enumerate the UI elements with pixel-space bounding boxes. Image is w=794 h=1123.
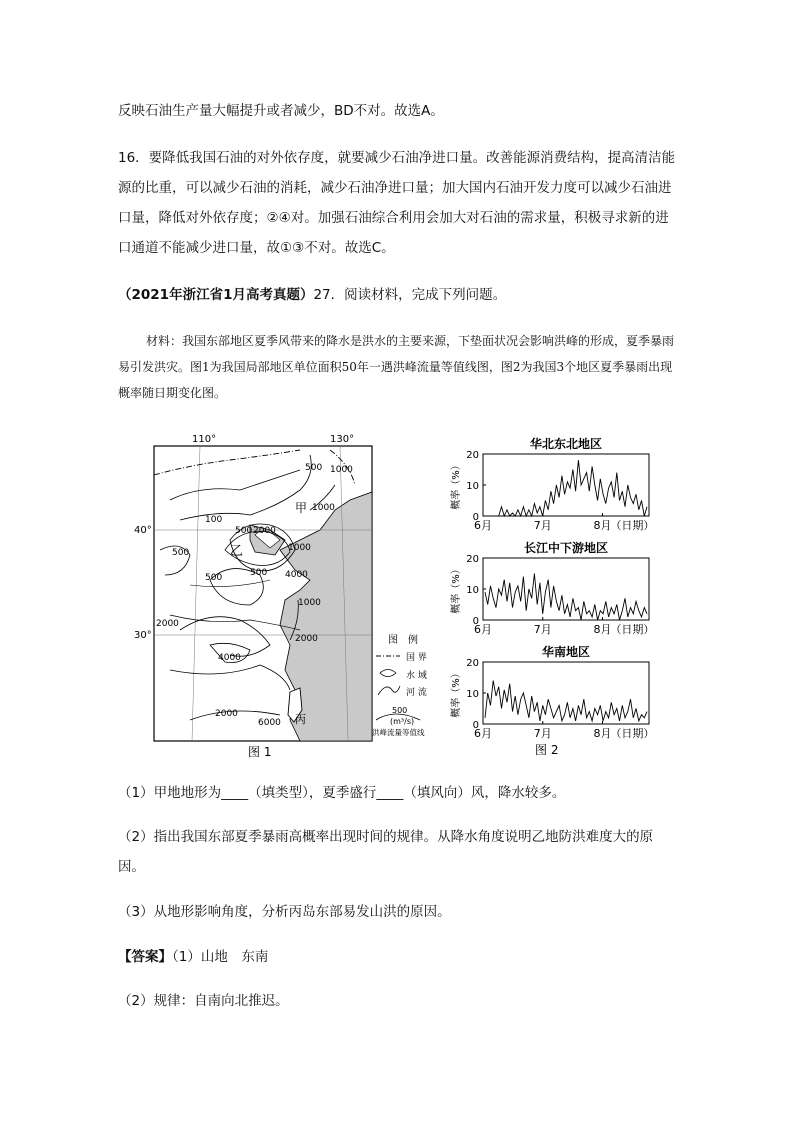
contour-label: 4000 bbox=[285, 570, 308, 580]
contour-label: 1000 bbox=[298, 598, 321, 608]
chart-frame bbox=[483, 454, 649, 516]
question-27-source: （2021年浙江省1月高考真题） bbox=[118, 287, 314, 303]
legend-contour-name: 洪峰流量等值线 bbox=[372, 728, 425, 737]
x-tick-label: 8月 bbox=[593, 727, 612, 740]
x-tick-label: 6月 bbox=[474, 519, 492, 532]
contour-label: 1000 bbox=[330, 465, 353, 475]
chart-panel-0 bbox=[449, 436, 654, 532]
figure-2-charts bbox=[445, 432, 665, 758]
contour-label: 500 bbox=[205, 573, 223, 583]
series-line bbox=[485, 681, 647, 721]
question-27-1: （1）甲地地形为____（填类型），夏季盛行____（填风向）风，降水较多。 bbox=[118, 785, 566, 801]
contour-label: 4000 bbox=[218, 653, 241, 663]
answer-27-1 bbox=[118, 942, 678, 972]
question-27-3: （3）从地形影响角度，分析丙岛东部易发山洪的原因。 bbox=[118, 904, 451, 920]
figure-1-caption: 图 1 bbox=[248, 745, 272, 759]
place-label-yi: 乙 bbox=[230, 544, 244, 559]
lat-label-40: 40° bbox=[134, 525, 152, 536]
x-axis-label: （日期） bbox=[610, 727, 655, 740]
y-tick-label: 0 bbox=[472, 616, 479, 627]
lon-label-110: 110° bbox=[192, 434, 217, 445]
series-line bbox=[485, 574, 647, 621]
y-axis-label: 概率（%） bbox=[451, 668, 462, 718]
contour-label: 1000 bbox=[288, 543, 311, 553]
contour-label: 500 bbox=[250, 568, 268, 578]
contour-label: 6000 bbox=[258, 718, 281, 728]
legend-contour-unit: (m³/s) bbox=[390, 717, 415, 726]
contour-label: 100 bbox=[205, 515, 223, 525]
place-label-jia: 甲 bbox=[295, 501, 308, 515]
legend-river-symbol bbox=[378, 686, 400, 695]
y-tick-label: 10 bbox=[466, 585, 479, 596]
lon-label-130: 130° bbox=[330, 434, 355, 445]
x-tick-label: 6月 bbox=[474, 623, 492, 636]
contour-label: 500 bbox=[172, 548, 190, 558]
figure-2-caption: 图 2 bbox=[535, 743, 559, 757]
contour-label: 2000 bbox=[295, 634, 318, 644]
x-tick-label: 8月 bbox=[593, 519, 612, 532]
y-tick-label: 20 bbox=[466, 450, 479, 461]
legend-water-symbol bbox=[380, 670, 396, 677]
y-axis-label: 概率（%） bbox=[451, 460, 462, 510]
question-27-heading bbox=[118, 280, 678, 310]
series-line bbox=[485, 460, 647, 516]
y-tick-label: 0 bbox=[472, 720, 479, 731]
y-tick-label: 10 bbox=[466, 481, 479, 492]
material-paragraph: 材料：我国东部地区夏季风带来的降水是洪水的主要来源，下垫面状况会影响洪峰的形成，夏季暴雨易引发洪灾。图1为我国局部地区单位面积50年一遇洪峰流量等值线图，图2为我国3个地区夏季暴雨出现概率随日期变化图。 bbox=[118, 334, 675, 400]
answer-27-1-text: （1）山地 东南 bbox=[172, 949, 269, 965]
chart-panel-1 bbox=[449, 540, 654, 636]
y-tick-label: 10 bbox=[466, 689, 479, 700]
chart-title: 华南地区 bbox=[541, 645, 591, 659]
figure-1-map bbox=[134, 430, 440, 760]
x-tick-label: 8月 bbox=[593, 623, 612, 636]
paragraph-question-16: 16．要降低我国石油的对外依存度，就要减少石油净进口量。改善能源消费结构，提高清洁能源的比重，可以减少石油的消耗，减少石油净进口量；加大国内石油开发力度可以减少石油进口量，降低对外依存度；②④对。加强石油综合利用会加大对石油的需求量，积极寻求新的进口通道不能减少进口量，故①③不对。故选C。 bbox=[118, 150, 676, 256]
contour-label: 2000 bbox=[215, 709, 238, 719]
contour-label: 1000 bbox=[312, 503, 335, 513]
contour-label: 2000 bbox=[253, 526, 276, 536]
answer-27-2: （2）规律：自南向北推迟。 bbox=[118, 993, 289, 1009]
y-axis-label: 概率（%） bbox=[451, 564, 462, 614]
contour-label: 500 bbox=[235, 526, 253, 536]
question-27-2: （2）指出我国东部夏季暴雨高概率出现时间的规律。从降水角度说明乙地防洪难度大的原因。 bbox=[118, 829, 654, 875]
chart-title: 长江中下游地区 bbox=[523, 541, 609, 555]
question-27-intro: 27．阅读材料，完成下列问题。 bbox=[313, 287, 507, 303]
x-axis-label: （日期） bbox=[610, 519, 655, 532]
legend-water-label: 水 域 bbox=[406, 671, 427, 681]
y-tick-label: 0 bbox=[472, 512, 479, 523]
place-label-bing: 丙 bbox=[295, 713, 306, 726]
legend-river-label: 河 流 bbox=[406, 688, 427, 698]
x-tick-label: 7月 bbox=[533, 623, 552, 636]
contour-label: 500 bbox=[305, 463, 323, 473]
answer-label: 【答案】 bbox=[118, 949, 172, 965]
legend-title: 图 例 bbox=[388, 635, 418, 646]
paragraph-answer-continuation: 反映石油生产量大幅提升或者减少，BD不对。故选A。 bbox=[118, 103, 444, 119]
lat-label-30: 30° bbox=[134, 630, 152, 641]
chart-panel-2 bbox=[449, 644, 654, 740]
legend-border-label: 国 界 bbox=[406, 653, 427, 663]
y-tick-label: 20 bbox=[466, 658, 479, 669]
chart-title: 华北东北地区 bbox=[529, 437, 603, 451]
legend-contour-value: 500 bbox=[392, 706, 408, 715]
x-tick-label: 7月 bbox=[533, 519, 552, 532]
x-tick-label: 7月 bbox=[533, 727, 552, 740]
x-axis-label: （日期） bbox=[610, 623, 655, 636]
y-tick-label: 20 bbox=[466, 554, 479, 565]
x-tick-label: 6月 bbox=[474, 727, 492, 740]
contour-label: 2000 bbox=[156, 619, 179, 629]
figure-1-legend bbox=[372, 633, 427, 737]
